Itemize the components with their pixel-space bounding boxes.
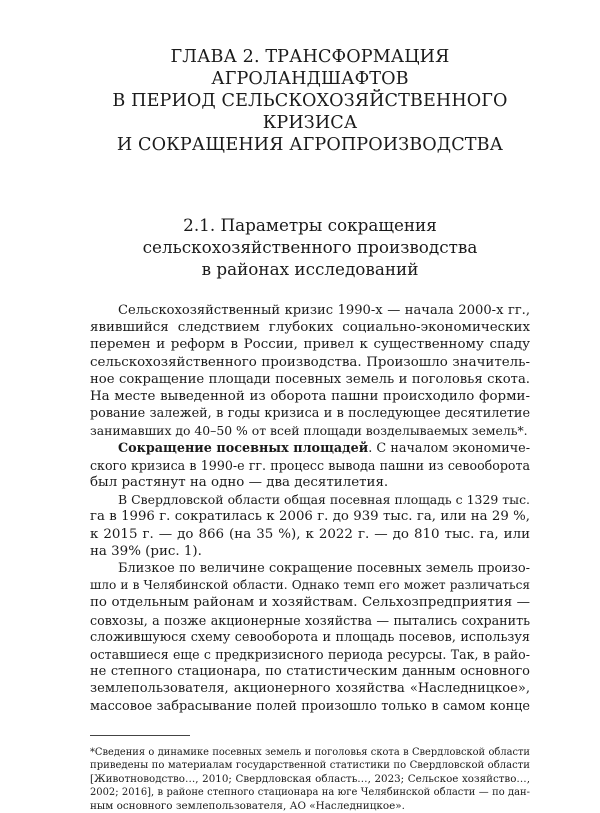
footnote-line: 2002; 2016], в районе степного стационара на юге Челябинской области — по дан- (90, 787, 530, 799)
text-line: рование залежей, в годы кризиса и в последующее десятилетие (90, 406, 530, 422)
body-text (90, 302, 530, 715)
text-line (90, 440, 530, 457)
chapter-title-line: И СОКРАЩЕНИЯ АГРОПРОИЗВОДСТВА (116, 135, 504, 155)
paragraph-sverdlovsk (90, 491, 530, 560)
text-line: на 39% (рис. 1). (90, 543, 202, 559)
text-line: ное сокращение площади посевных земель и поголовья скота. (90, 371, 530, 387)
text-line: явившийся следствием глубоких социально-экономических (90, 320, 530, 336)
chapter-title (90, 46, 530, 156)
text-line: На месте выведенной из оборота пашни происходило форми- (90, 389, 530, 405)
text-line: перемен и реформ в России, привел к существенному спаду (90, 337, 530, 353)
text-line: не степного стационара, по статистическим данным основного (90, 664, 530, 680)
text-line: ского кризиса в 1990-е гг. процесс вывода пашни из севооборота (90, 457, 530, 473)
footnote-line: ным основного землепользователя, АО «Наследницкое». (90, 799, 405, 812)
text-line: занимавших до 40–50 % от всей площади возделываемых земель*. (90, 423, 528, 439)
text-line: сельскохозяйственного производства. Произошло значитель- (90, 354, 530, 370)
text-line: сложившуюся схему севооборота и площадь посевов, используя (90, 629, 530, 645)
text-line: оставшиеся еще с предкризисного периода ресурсы. Так, в райо- (90, 647, 530, 663)
text-line: га в 1996 г. сократилась к 2006 г. до 939 тыс. га, или на 29 %, (90, 509, 530, 525)
text-line: совхозы, а позже акционерные хозяйства — пытались сохранить (90, 612, 530, 628)
footnote-line: *Сведения о динамике посевных земель и поголовья скота в Свердловской области (90, 746, 530, 758)
text-line: Близкое по величине сокращение посевных земель произо- (118, 561, 530, 577)
footnote-line: приведены по материалам государственной статистики по Свердловской области (90, 760, 530, 772)
section-title (90, 214, 530, 280)
text-line: массовое забрасывание полей произошло только в самом конце (90, 698, 530, 714)
chapter-title-line: В ПЕРИОД СЕЛЬСКОХОЗЯЙСТВЕННОГО КРИЗИСА (112, 91, 508, 133)
text-line: по отдельным районам и хозяйствам. Сельхозпредприятия — (90, 595, 530, 611)
text-line: был растянут на одно — два десятилетия. (90, 475, 389, 491)
paragraph-sown-area-reduction (90, 440, 530, 492)
paragraph-crisis-intro (90, 302, 530, 440)
footnote-divider (90, 735, 190, 736)
run-in-heading: Сокращение посевных площадей (118, 440, 369, 456)
text-line: В Свердловской области общая посевная площадь с 1329 тыс. (118, 492, 530, 508)
section-title-line: сельскохозяйственного производства (142, 237, 478, 257)
text-line: к 2015 г. — до 866 (на 35 %), к 2022 г. — до 810 тыс. га, или (90, 526, 530, 542)
footnote-line: [Животноводство…, 2010; Свердловская область…, 2023; Сельское хозяйство…, (90, 772, 530, 785)
text-line: землепользователя, акционерного хозяйства «Наследницкое», (90, 681, 530, 697)
text-line: Сельскохозяйственный кризис 1990-х — начала 2000-х гг., (118, 303, 530, 318)
section-title-line: в районах исследований (201, 259, 419, 279)
text-run: . С началом экономиче- (368, 440, 530, 456)
section-title-line: 2.1. Параметры сокращения (183, 215, 437, 235)
text-line: шло и в Челябинской области. Однако темп его может различаться (90, 578, 530, 593)
footnote (90, 746, 530, 813)
chapter-title-line: ГЛАВА 2. ТРАНСФОРМАЦИЯ АГРОЛАНДШАФТОВ (170, 47, 450, 89)
paragraph-chelyabinsk (90, 560, 530, 715)
